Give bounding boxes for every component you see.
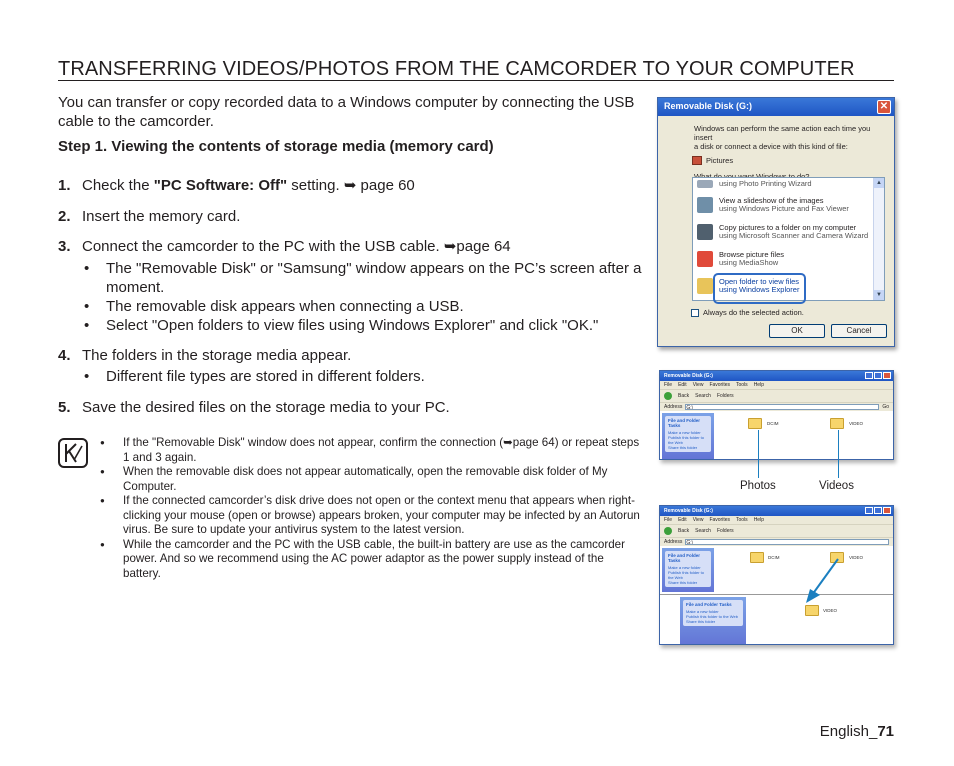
printer-icon bbox=[697, 180, 713, 188]
dialog-line: Windows can perform the same action each time you insert bbox=[694, 124, 871, 142]
task-link[interactable]: Make a new folder bbox=[668, 565, 701, 570]
task-pane bbox=[662, 548, 714, 592]
slideshow-icon bbox=[697, 197, 713, 213]
note-item: ● If the "Removable Disk" window does not appear, confirm the connection (➥page 64) or repeat steps 1 and 3 again. bbox=[100, 436, 640, 465]
go-button[interactable]: Go bbox=[882, 404, 889, 410]
task-link[interactable]: Publish this folder to the Web bbox=[686, 614, 738, 619]
action-option[interactable]: Copy pictures to a folder on my computer using Microsoft Scanner and Camera Wizard bbox=[697, 224, 868, 240]
menu-edit[interactable]: Edit bbox=[678, 517, 687, 523]
page-title: TRANSFERRING VIDEOS/PHOTOS FROM THE CAMCORDER TO YOUR COMPUTER bbox=[58, 58, 894, 81]
close-icon[interactable] bbox=[883, 507, 891, 514]
task-panel: File and Folder Tasks Make a new folder Publish this folder to the Web Share this folder bbox=[665, 416, 711, 452]
list-item: 3. Connect the camcorder to the PC with the USB cable. ➥page 64 • The "Removable Disk" or "Samsung" window appears on the PC’s screen after a moment. • The removable disk appears when connecting a USB. • Select "Open folders to view files using Windows Explorer" and click "OK." bbox=[58, 237, 648, 335]
close-icon[interactable]: ✕ bbox=[877, 100, 891, 114]
dialog-title-bar: Removable Disk (G:) ✕ bbox=[658, 98, 894, 116]
minimize-icon[interactable] bbox=[865, 507, 873, 514]
list-item: 2. Insert the memory card. bbox=[58, 208, 241, 225]
menu-favorites[interactable]: Favorites bbox=[709, 517, 730, 523]
folder-icon[interactable] bbox=[830, 418, 844, 429]
address-input[interactable]: G:\ bbox=[685, 404, 879, 410]
task-pane bbox=[680, 597, 746, 645]
step-heading: Step 1. Viewing the contents of storage media (memory card) bbox=[58, 138, 494, 155]
back-button[interactable]: Back bbox=[678, 528, 690, 534]
menu-help[interactable]: Help bbox=[753, 517, 764, 523]
action-option[interactable]: Browse picture files using MediaShow bbox=[697, 251, 784, 267]
minimize-icon[interactable] bbox=[865, 372, 873, 379]
intro-text: You can transfer or copy recorded data to a Windows computer by connecting the USB cable to the camcorder. bbox=[58, 94, 635, 130]
explorer-title-bar: Removable Disk (G:) bbox=[660, 506, 893, 516]
explorer-window bbox=[659, 370, 894, 460]
explorer-subwindow bbox=[660, 594, 893, 645]
menu-help[interactable]: Help bbox=[753, 382, 764, 388]
selection-highlight bbox=[713, 273, 806, 304]
arrow-icon bbox=[800, 555, 845, 610]
camera-icon bbox=[697, 224, 713, 240]
mediashow-icon bbox=[697, 251, 713, 267]
menu-file[interactable]: File bbox=[664, 517, 673, 523]
search-button[interactable]: Search bbox=[695, 393, 711, 399]
search-button[interactable]: Search bbox=[695, 528, 711, 534]
list-bullet: • Select "Open folders to view files using Windows Explorer" and click "OK." bbox=[82, 316, 648, 335]
task-panel: File and Folder Tasks Make a new folder Publish this folder to the Web Share this folder bbox=[665, 551, 711, 587]
list-item: 5. Save the desired files on the storage media to your PC. bbox=[58, 399, 450, 416]
task-pane bbox=[662, 413, 714, 459]
folders-button[interactable]: Folders bbox=[716, 393, 734, 399]
maximize-icon[interactable] bbox=[874, 372, 882, 379]
checkbox[interactable] bbox=[691, 309, 699, 317]
task-link[interactable]: Publish this folder to the Web bbox=[668, 570, 705, 580]
task-link[interactable]: Share this folder bbox=[668, 445, 698, 450]
toolbar bbox=[660, 389, 893, 402]
folder-label: VIDEO bbox=[849, 555, 864, 560]
scroll-up-icon[interactable]: ▲ bbox=[874, 178, 884, 188]
task-link[interactable]: Make a new folder bbox=[668, 430, 701, 435]
videos-caption: Videos bbox=[819, 480, 854, 492]
note-icon bbox=[58, 438, 88, 468]
back-icon[interactable] bbox=[664, 527, 672, 535]
menu-favorites[interactable]: Favorites bbox=[709, 382, 730, 388]
address-bar: Address G:\ bbox=[660, 537, 893, 546]
list-item: 4. The folders in the storage media appear. • Different file types are stored in different folders. bbox=[58, 346, 648, 386]
list-item: 1. Check the "PC Software: Off" setting. ➥ page 60 bbox=[58, 177, 415, 194]
close-icon[interactable] bbox=[883, 372, 891, 379]
always-checkbox[interactable]: Always do the selected action. bbox=[691, 308, 804, 317]
folders-button[interactable]: Folders bbox=[716, 528, 734, 534]
note-item: ● While the camcorder and the PC with the USB cable, the built-in battery are use as the camcorder power. And so we recommend using the AC power adaptor as the power supply instead of the battery. bbox=[100, 538, 640, 582]
address-input[interactable]: G:\ bbox=[685, 539, 889, 545]
folder-icon[interactable] bbox=[748, 418, 762, 429]
folder-label: VIDEO bbox=[823, 608, 838, 613]
folder-icon[interactable] bbox=[750, 552, 764, 563]
dialog-line: a disk or connect a device with this kind of file: bbox=[694, 142, 848, 151]
folder-icon bbox=[697, 278, 713, 294]
menu-file[interactable]: File bbox=[664, 382, 673, 388]
folder-label: VIDEO bbox=[849, 421, 864, 426]
page-footer: English_71 bbox=[819, 723, 894, 740]
action-option[interactable]: using Photo Printing Wizard bbox=[697, 180, 812, 188]
list-bullet: • The removable disk appears when connecting a USB. bbox=[82, 297, 648, 316]
menu-bar bbox=[660, 381, 893, 389]
photos-caption: Photos bbox=[740, 480, 776, 492]
scroll-down-icon[interactable]: ▼ bbox=[874, 290, 884, 300]
menu-edit[interactable]: Edit bbox=[678, 382, 687, 388]
notes-list bbox=[100, 436, 640, 581]
note-item: ● If the connected camcorder’s disk drive does not open or the context menu that appears when right-clicking your mouse (open or browse) appears broken, your computer may be infected by an Autorun virus. Be sure to update your antivirus system to the latest version. bbox=[100, 494, 640, 538]
explorer-window bbox=[659, 505, 894, 645]
pictures-icon bbox=[692, 156, 702, 165]
menu-view[interactable]: View bbox=[692, 517, 704, 523]
autoplay-dialog bbox=[657, 97, 895, 347]
ok-button[interactable]: OK bbox=[769, 324, 825, 338]
back-icon[interactable] bbox=[664, 392, 672, 400]
task-link[interactable]: Share this folder bbox=[686, 619, 716, 624]
callout-line bbox=[838, 430, 839, 478]
action-option-open-folder[interactable]: Open folder to view files using Windows Explorer bbox=[697, 278, 799, 294]
menu-tools[interactable]: Tools bbox=[736, 382, 748, 388]
note-item: ● When the removable disk does not appear automatically, open the removable disk folder of My Computer. bbox=[100, 465, 640, 494]
folder-label: DCIM bbox=[768, 555, 780, 560]
list-bullet: • Different file types are stored in different folders. bbox=[82, 367, 648, 386]
back-button[interactable]: Back bbox=[678, 393, 690, 399]
cancel-button[interactable]: Cancel bbox=[831, 324, 887, 338]
folder-label: DCIM bbox=[767, 421, 779, 426]
task-panel: File and Folder Tasks Make a new folder Publish this folder to the Web Share this folder bbox=[683, 600, 743, 626]
task-link[interactable]: Publish this folder to the Web bbox=[668, 435, 705, 445]
scrollbar[interactable] bbox=[873, 178, 884, 300]
address-bar: Address G:\ Go bbox=[660, 402, 893, 411]
maximize-icon[interactable] bbox=[874, 507, 882, 514]
task-link[interactable]: Share this folder bbox=[668, 580, 698, 585]
explorer-title-bar: Removable Disk (G:) bbox=[660, 371, 893, 381]
menu-tools[interactable]: Tools bbox=[736, 517, 748, 523]
step-list bbox=[58, 176, 648, 417]
task-link[interactable]: Make a new folder bbox=[686, 609, 719, 614]
menu-bar bbox=[660, 516, 893, 524]
action-option[interactable]: View a slideshow of the images using Windows Picture and Fax Viewer bbox=[697, 197, 849, 213]
list-bullet: • The "Removable Disk" or "Samsung" window appears on the PC’s screen after a moment. bbox=[82, 259, 648, 297]
callout-line bbox=[758, 430, 759, 478]
menu-view[interactable]: View bbox=[692, 382, 704, 388]
toolbar bbox=[660, 524, 893, 537]
pictures-label: Pictures bbox=[692, 156, 884, 165]
